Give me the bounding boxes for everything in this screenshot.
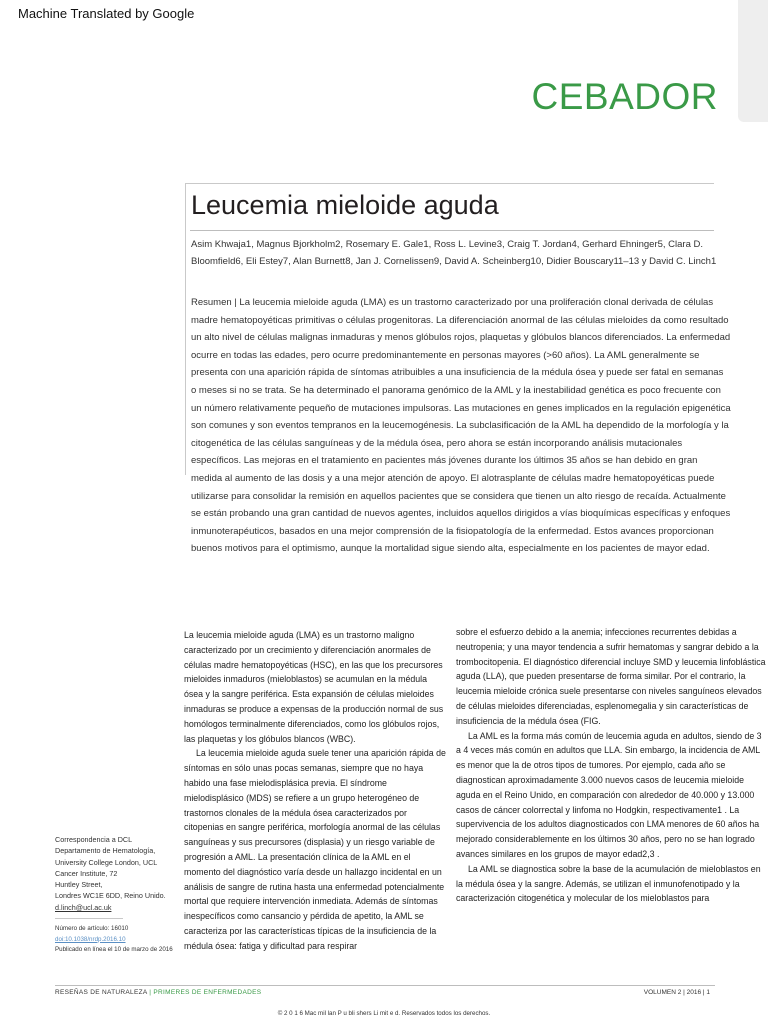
correspondence-line: Huntley Street, xyxy=(55,880,103,890)
journal-name: RESEÑAS DE NATURALEZA xyxy=(55,989,148,996)
machine-translation-banner: Machine Translated by Google xyxy=(18,6,195,21)
correspondence-line: Londres WC1E 6DD, Reino Unido. xyxy=(55,891,166,901)
abstract: Resumen | La leucemia mieloide aguda (LMA) es un trastorno caracterizado por una proliferación clonal derivada de células madre hematopoyéticas primitivas o células progenitoras. La diferenciación anormal de las células mieloides da como resultado un alto nivel de células malignas inmaduras y menos glóbulos rojos, plaquetas y glóbulos blancos diferenciados. La enfermedad ocurre en todas las edades, pero ocurre predominantemente en personas mayores (>60 años). La AML generalmente se presenta con una aparición rápida de síntomas atribuibles a una insuficiencia de la médula ósea y puede ser fatal en semanas o meses si no se trata. Se ha determinado el panorama genómico de la AML y la inestabilidad genética es poco frecuente con un número relativamente pequeño de mutaciones impulsoras. Las mutaciones en genes implicados en la regulación epigenética son comunes y son eventos tempranos en la leucemogénesis. La subclasificación de la AML ha dependido de la morfología y la citogenética de las células sanguíneas y de la médula ósea, pero ahora se están incorporando análisis mutacionales específicos. Las mejoras en el tratamiento en pacientes más jóvenes durante los últimos 35 años se han debido en gran medida al aumento de las dosis y a una mejor atención de apoyo. El alotrasplante de células madre hematopoyéticas puede utilizarse para consolidar la remisión en aquellos pacientes que se considera que tienen un alto riesgo de recaída. Actualmente se están probando una gran cantidad de nuevos agentes, incluidos aquellos dirigidos a vías bioquímicas específicas y enfoques inmunoterapéuticos, basados en una mejor comprensión de la fisiopatología de la enfermedad. Estos avances proporcionan buenos motivos para el optimismo, aunque la mortalidad sigue siendo alta, especialmente en los pacientes de mayor edad. xyxy=(191,297,731,555)
correspondence-rule xyxy=(55,918,123,919)
body-paragraph: La AML se diagnostica sobre la base de la acumulación de mieloblastos en la médula ósea y la sangre. Además, se utilizan el inmunofenotipado y la caracterización citogenética y molecular de los mieloblastos para xyxy=(456,863,761,904)
article-number: Número de artículo: 16010 xyxy=(55,925,129,932)
article-metadata xyxy=(55,924,190,956)
correspondence-line: Departamento de Hematología, xyxy=(55,846,156,856)
footer-journal xyxy=(55,989,261,996)
title-rule xyxy=(190,230,714,231)
series-title: CEBADOR xyxy=(531,76,718,117)
correspondence-line: Cancer Institute, 72 xyxy=(55,868,118,878)
footer-volume: VOLUMEN 2 | 2016 | 1 xyxy=(643,989,710,996)
body-paragraph: La AML es la forma más común de leucemia aguda en adultos, siendo de 3 a 4 veces más común en adultos que LLA. Sin embargo, la incidencia de AML es menor que la de otros tipos de tumores. Por ejemplo, cada año se diagnostican aproximadamente 3.000 nuevos casos de leucemia mieloide aguda en el Reino Unido, en comparación con alrededor de 40.000 y 13.000 casos de cáncer colorrectal y linfoma no Hodgkin, respectivamente1 . La supervivencia de los adultos diagnosticados con LMA menores de 60 años ha mejorado considerablemente en los últimos 30 años, pero no se han logrado avances similares en los grupos de mayor edad2,3 . xyxy=(456,730,762,859)
footer-rule xyxy=(55,985,715,986)
correspondence-line: Correspondencia a DCL xyxy=(55,835,133,844)
body-column-right xyxy=(456,625,768,906)
doi-link[interactable]: doi:10.1038/nrdp.2016.10 xyxy=(55,935,126,943)
body-column-left xyxy=(184,628,446,954)
body-paragraph: La leucemia mieloide aguda suele tener una aparición rápida de síntomas en sólo unas pocas semanas, siempre que no haya habido una fase mielodisplásica previa. El síndrome mielodisplásico (MDS) se refiere a un grupo heterogéneo de trastornos clonales de la médula ósea caracterizados por citopenias en sangre periférica, morfología anormal de las células sanguíneas y sus precursores (displasia) y un riesgo variable de progresión a AML. La presentación clínica de la AML en el momento del diagnóstico varía desde un hallazgo incidental en un análisis de sangre de rutina hasta una enfermedad potencialmente mortal que requiere intervención inmediata. Además de síntomas inespecíficos como cansancio y pérdida de apetito, la AML se caracteriza por las características típicas de la insuficiencia de la médula ósea: fatiga y dificultad para respirar xyxy=(184,748,446,951)
footer-separator: | xyxy=(149,989,152,996)
publication-date: Publicado en línea el 10 de marzo de 2016 xyxy=(55,946,173,953)
header-rule xyxy=(186,183,714,184)
abstract-side-rule xyxy=(185,183,186,475)
article-title: Leucemia mieloide aguda xyxy=(191,190,499,220)
page-tab-accent xyxy=(738,0,768,122)
correspondence-email-link[interactable]: d.linch@ucl.ac.uk xyxy=(55,902,112,912)
copyright-notice: © 2 0 1 6 Mac mil lan P u bli shers Li mit e d. Reservados todos los derechos. xyxy=(277,1010,491,1017)
body-paragraph: sobre el esfuerzo debido a la anemia; infecciones recurrentes debidas a neutropenia; y una mayor tendencia a sufrir hematomas y sangrar debido a la trombocitopenia. El diagnóstico diferencial incluye SMD y leucemia linfoblástica aguda (LLA), que pueden presentarse de forma similar. Por el contrario, la leucemia mieloide crónica suele presentarse con niveles sanguíneos elevados de células mieloides diferenciadas, esplenomegalia y sin características de insuficiencia de la médula ósea (FIG. xyxy=(456,627,766,726)
journal-section: PRIMERES DE ENFERMEDADES xyxy=(153,989,262,996)
author-list: Asim Khwaja1, Magnus Bjorkholm2, Rosemary E. Gale1, Ross L. Levine3, Craig T. Jordan4, Gerhard Ehninger5, Clara D. Bloomfield6, Eli Estey7, Alan Burnett8, Jan J. Cornelissen9, David A. Scheinberg10, Didier Bouscary11–13 y David C. Linch1 xyxy=(191,239,717,267)
body-paragraph: La leucemia mieloide aguda (LMA) es un trastorno maligno caracterizado por un crecimiento y diferenciación anormales de células madre hematopoyéticas (HSC), en las que los precursores mieloides inmaduros (mieloblastos) se acumulan en la médula ósea y la sangre periférica. Esta expansión de células mieloides inmaduras se produce a expensas de la producción normal de sus homólogos terminalmente diferenciados, como los glóbulos rojos, las plaquetas y los glóbulos blancos (WBC). xyxy=(184,630,444,744)
correspondence-line: University College London, UCL xyxy=(55,857,158,867)
correspondence-block xyxy=(55,834,177,913)
